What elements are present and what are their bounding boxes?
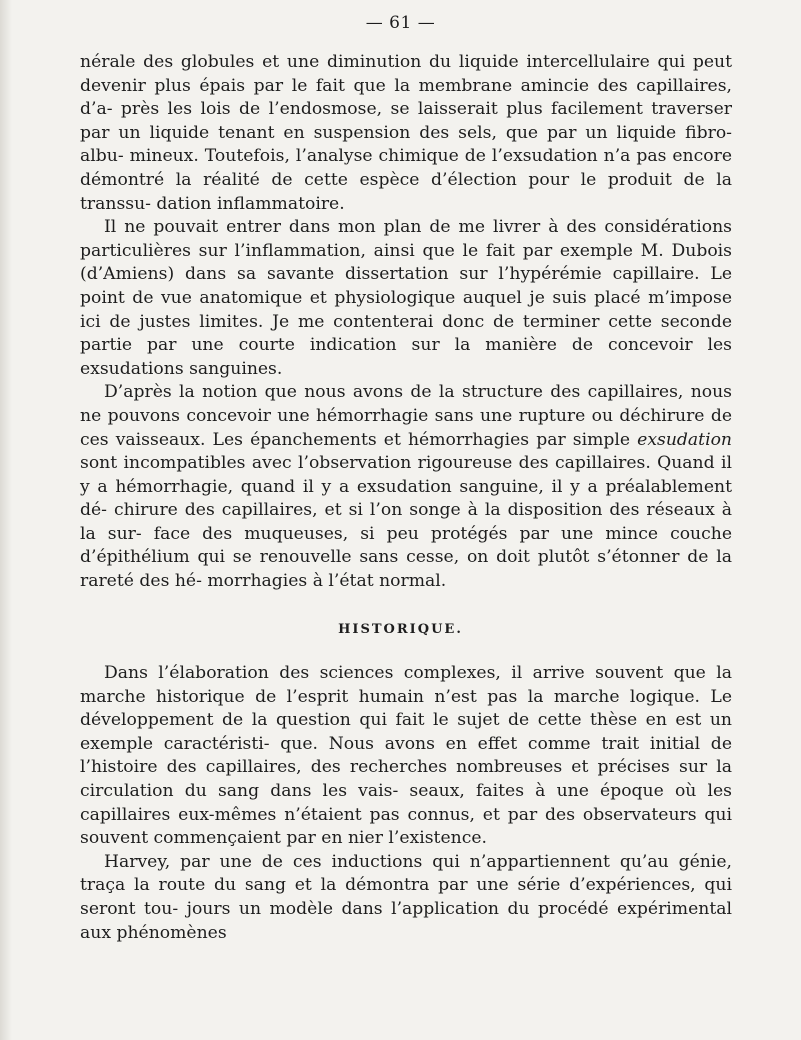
paragraph-hemorrhage-part2: sont incompatibles avec l’observation rigoureuse des capillaires. Quand il y a hémorrhagie, quand il y a exsudation sanguine, il y a préalablement dé- chirure des capillaires, et si l’on songe à la disposition des réseaux à la sur- face des muqueuses, si peu protégés par une mince couche d’épithélium qui se renouvelle sans cesse, on doit plutôt s’étonner de la rareté des hé- morrhagies à l’état normal.: [80, 453, 732, 592]
paragraph-harvey: Harvey, par une de ces inductions qui n’appartiennent qu’au génie, traça la route du sang et la démontra par une série d’expériences, qui seront tou- jours un modèle dans l’application du procédé expérimental aux phénomènes: [80, 851, 732, 943]
text-block-lower: [80, 662, 732, 945]
paragraph-inflammation: Il ne pouvait entrer dans mon plan de me livrer à des considérations particulières sur l’inflammation, ainsi que le fait par exemple M. Dubois (d’Amiens) dans sa savante dissertation sur l’hypérémie capillaire. Le point de vue anatomique et physiologique auquel je suis placé m’impose ici de justes limites. Je me contenterai donc de terminer cette seconde partie par une courte indication sur la manière de concevoir les exsudations sanguines.: [80, 217, 732, 379]
page-number: — 61 —: [365, 13, 436, 33]
page-gutter-shadow: [0, 0, 12, 1040]
text-block-upper: [80, 51, 732, 594]
emphasis-exsudation: exsudation: [637, 429, 732, 450]
section-heading: HISTORIQUE.: [338, 622, 463, 637]
paragraph-hemorrhage-part1: D’après la notion que nous avons de la structure des capillaires, nous ne pouvons concevoir une hémorrhagie sans une rupture ou déchirure de ces vaisseaux. Les épanchements et hémorrhagies par simple: [80, 382, 732, 450]
paragraph-history: Dans l’élaboration des sciences complexes, il arrive souvent que la marche historique de l’esprit humain n’est pas la marche logique. Le développement de la question qui fait le sujet de cette thèse en est un exemple caractéristi- que. Nous avons en effet comme trait initial de l’histoire des capillaires, des recherches nombreuses et précises sur la circulation du sang dans les vais- seaux, faites à une époque où les capillaires eux-mêmes n’étaient pas connus, et par des observateurs qui souvent commençaient par en nier l’existence.: [80, 663, 732, 849]
paragraph-hemorrhage: [80, 381, 732, 593]
paragraph-continuation: nérale des globules et une diminution du liquide intercellulaire qui peut devenir plus épais par le fait que la membrane amincie des capillaires, d’a- près les lois de l’endosmose, se laisserait plus facilement traverser par un liquide tenant en suspension des sels, que par un liquide fibro-albu- mineux. Toutefois, l’analyse chimique de l’exsudation n’a pas encore démontré la réalité de cette espèce d’élection pour le produit de la transsu- dation inflammatoire.: [80, 52, 732, 214]
